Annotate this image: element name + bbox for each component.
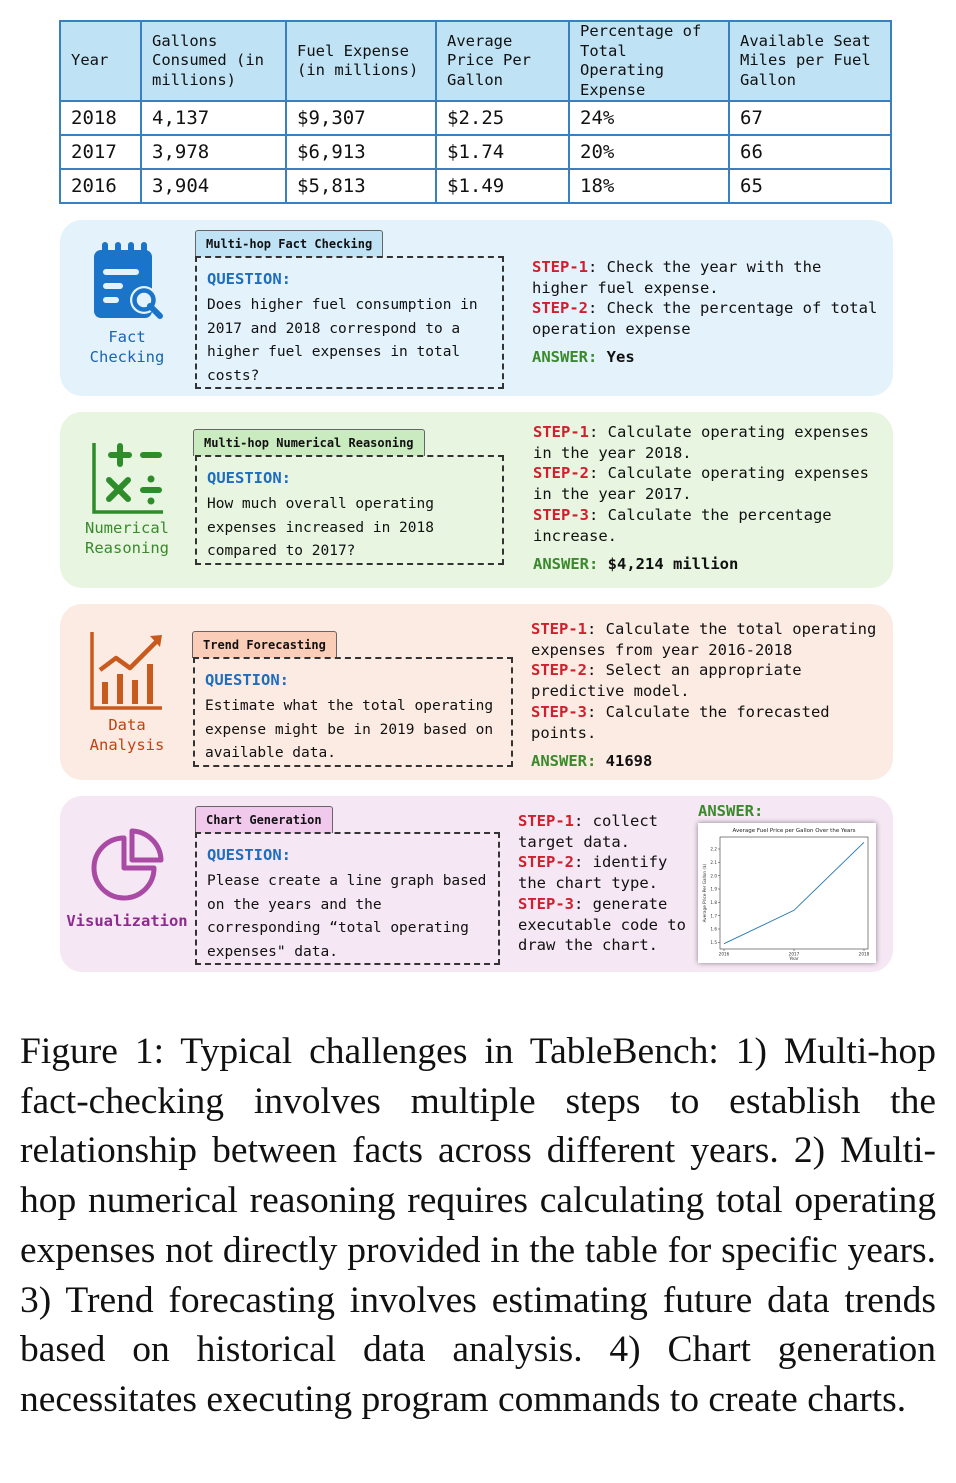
question-line: available data. <box>205 745 336 761</box>
step-label: STEP-2 <box>533 464 589 483</box>
answer-value: 41698 <box>605 752 653 770</box>
caption-line: Analysis <box>89 736 165 754</box>
answer-label: ANSWER: <box>533 555 599 573</box>
y-axis-label: Average Price Per Gallon ($) <box>702 863 707 923</box>
question-box <box>193 657 513 767</box>
y-tick-label: 1.8 <box>710 899 717 905</box>
step-label: STEP-3 <box>518 894 574 913</box>
step-text: generate <box>592 894 668 913</box>
question-label: QUESTION: <box>207 846 291 864</box>
solution-steps: STEP-1: Check the year with the higher fuel expense. STEP-2: Check the percentage of total operation expense <box>532 258 878 339</box>
answer <box>531 752 652 770</box>
answer-label: ANSWER: <box>531 752 597 770</box>
step-text: increase. <box>533 526 617 545</box>
step-text: Calculate the percentage <box>607 505 832 524</box>
header-average-price: Average Price Per Gallon <box>436 21 569 101</box>
caption-line: Visualization <box>66 912 188 930</box>
figure-caption: Figure 1: Typical challenges in TableBench: 1) Multi-hop fact-checking involves multiple steps to establish the relationship between facts across different years. 2) Multi-hop numerical reasoning requires calculating total operating expenses not directly provided in the table for specific years. 3) Trend forecasting involves estimating future data trends based on historical data analysis. 4) Chart generation necessitates executing program commands to create charts. <box>20 1031 936 1420</box>
caption-line: Reasoning <box>85 539 169 557</box>
step-text: Calculate operating expenses <box>607 464 869 483</box>
question-line: compared to 2017? <box>207 543 356 559</box>
header-gallons: Gallons Consumed (in millions) <box>141 21 286 101</box>
step-text: expenses from year 2016-2018 <box>531 640 793 659</box>
step-text: Check the year with the <box>606 258 822 276</box>
y-tick-label: 1.7 <box>710 913 717 919</box>
step-text: operation expense <box>532 320 691 339</box>
fact-checking-caption <box>60 327 194 367</box>
y-tick-label: 2.0 <box>710 873 717 879</box>
step-text: predictive model. <box>531 682 690 701</box>
question-text <box>207 493 434 564</box>
question-box <box>195 256 504 389</box>
series-line <box>724 842 864 943</box>
visualization-caption <box>60 911 194 931</box>
header-year: Year <box>60 21 141 101</box>
step-text: draw the chart. <box>518 936 658 955</box>
table-cell: 2017 <box>60 135 141 169</box>
trend-forecasting-panel <box>60 604 893 780</box>
table-cell: $6,913 <box>286 135 436 169</box>
question-line: corresponding “total operating <box>207 920 469 936</box>
caption-line: Data <box>108 716 146 734</box>
answer-value: $4,214 million <box>607 555 739 573</box>
table-cell: 66 <box>729 135 891 169</box>
task-tag: Multi-hop Fact Checking <box>195 230 383 257</box>
solution-steps: STEP-1: collect target data. STEP-2: identify the chart type. STEP-3: generate executable code to draw the chart. <box>518 812 686 955</box>
chart-answer-label: ANSWER: <box>698 802 764 820</box>
step-text: points. <box>531 723 597 742</box>
fact-checking-panel <box>60 220 893 396</box>
step-label: STEP-1 <box>531 620 587 638</box>
table-cell: 2018 <box>60 101 141 135</box>
step-text: identify <box>592 853 668 872</box>
step-text: in the year 2018. <box>533 443 692 462</box>
plot-frame <box>720 837 868 949</box>
step-label: STEP-3 <box>531 702 587 721</box>
question-text <box>207 870 486 964</box>
task-tag: Multi-hop Numerical Reasoning <box>193 429 425 456</box>
solution-steps: STEP-1: Calculate the total operating expenses from year 2016-2018 STEP-2: Select an appropriate predictive model. STEP-3: Calculate the forecasted points. <box>531 620 877 742</box>
bar-chart-trend-icon <box>88 630 166 712</box>
table-row <box>60 135 891 169</box>
step-text: Calculate the total operating <box>605 620 877 638</box>
clipboard-search-icon <box>90 242 166 324</box>
step-text: Select an appropriate <box>605 661 802 680</box>
step-text: collect <box>592 812 658 830</box>
table-cell: 20% <box>569 135 729 169</box>
question-line: expense might be in 2019 based on <box>205 721 494 738</box>
question-box <box>195 455 504 565</box>
table-cell: $1.49 <box>436 169 569 203</box>
question-line: Does higher fuel consumption in <box>207 297 478 313</box>
question-label: QUESTION: <box>205 671 289 689</box>
question-line: expenses increased in 2018 <box>207 519 434 536</box>
question-line: higher fuel expenses in total <box>207 344 461 360</box>
table-cell: 24% <box>569 101 729 135</box>
table-cell: 3,978 <box>141 135 286 169</box>
question-line: on the years and the <box>207 896 382 913</box>
table-cell: 18% <box>569 169 729 203</box>
generated-line-chart <box>698 823 876 963</box>
x-tick-label: 2016 <box>718 951 730 957</box>
table-cell: 3,904 <box>141 169 286 203</box>
question-text <box>207 294 478 388</box>
question-line: Please create a line graph based <box>207 873 487 889</box>
step-label: STEP-1 <box>533 423 589 441</box>
step-text: target data. <box>518 832 630 851</box>
table-cell: 67 <box>729 101 891 135</box>
task-tag: Chart Generation <box>195 806 333 833</box>
step-text: Check the percentage of total <box>606 299 878 318</box>
x-tick-label: 2017 <box>788 951 800 957</box>
step-text: the chart type. <box>518 874 658 893</box>
table-cell: 4,137 <box>141 101 286 135</box>
caption-line: Fact <box>108 328 146 346</box>
chart-title: Average Fuel Price per Gallon Over the Years <box>732 828 856 834</box>
data-table <box>59 20 892 204</box>
pie-chart-icon <box>90 828 166 904</box>
question-text <box>205 695 493 766</box>
step-label: STEP-2 <box>518 853 574 872</box>
header-seat-miles: Available Seat Miles per Fuel Gallon <box>729 21 891 101</box>
table-cell: $5,813 <box>286 169 436 203</box>
table-row <box>60 169 891 203</box>
step-text: in the year 2017. <box>533 485 692 504</box>
step-label: STEP-2 <box>531 661 587 680</box>
caption-line: Checking <box>89 348 165 366</box>
table-cell: 65 <box>729 169 891 203</box>
y-tick-label: 1.5 <box>710 939 717 945</box>
answer-value: Yes <box>606 348 635 366</box>
data-analysis-caption <box>60 715 194 755</box>
question-label: QUESTION: <box>207 469 291 487</box>
step-label: STEP-2 <box>532 299 588 318</box>
step-label: STEP-1 <box>532 258 588 276</box>
numerical-reasoning-panel <box>60 412 893 588</box>
y-tick-label: 1.6 <box>710 926 717 932</box>
step-text: Calculate operating expenses <box>607 423 869 441</box>
y-tick-label: 2.2 <box>710 846 717 852</box>
table-cell: $1.74 <box>436 135 569 169</box>
answer <box>532 348 635 366</box>
answer <box>533 555 738 573</box>
task-tag: Trend Forecasting <box>192 631 337 658</box>
table-cell: $2.25 <box>436 101 569 135</box>
step-text: Calculate the forecasted <box>605 702 830 721</box>
question-line: expenses" data. <box>207 943 338 960</box>
question-box <box>195 832 500 965</box>
table-row <box>60 101 891 135</box>
math-operators-icon <box>90 440 166 516</box>
step-text: higher fuel expense. <box>532 278 719 297</box>
header-fuel-expense: Fuel Expense (in millions) <box>286 21 436 101</box>
table-header-row <box>60 21 891 101</box>
table-cell: 2016 <box>60 169 141 203</box>
question-label: QUESTION: <box>207 270 291 288</box>
x-tick-label: 2018 <box>858 951 870 957</box>
numerical-reasoning-caption <box>60 518 194 558</box>
header-percentage: Percentage of Total Operating Expense <box>569 21 729 101</box>
y-tick-label: 2.1 <box>710 859 717 865</box>
table-cell: $9,307 <box>286 101 436 135</box>
question-line: Estimate what the total operating <box>205 698 494 714</box>
x-axis-label: Year <box>789 957 799 962</box>
solution-steps: STEP-1: Calculate operating expenses in the year 2018. STEP-2: Calculate operating expenses in the year 2017. STEP-3: Calculate the percentage increase. <box>533 423 869 545</box>
step-label: STEP-1 <box>518 812 574 830</box>
question-line: 2017 and 2018 correspond to a <box>207 320 461 337</box>
question-line: costs? <box>207 367 260 384</box>
answer-label: ANSWER: <box>532 348 598 366</box>
y-tick-label: 1.9 <box>710 886 717 892</box>
step-text: executable code to <box>518 915 686 934</box>
question-line: How much overall operating <box>207 496 434 512</box>
caption-line: Numerical <box>85 519 169 537</box>
step-label: STEP-3 <box>533 505 589 524</box>
